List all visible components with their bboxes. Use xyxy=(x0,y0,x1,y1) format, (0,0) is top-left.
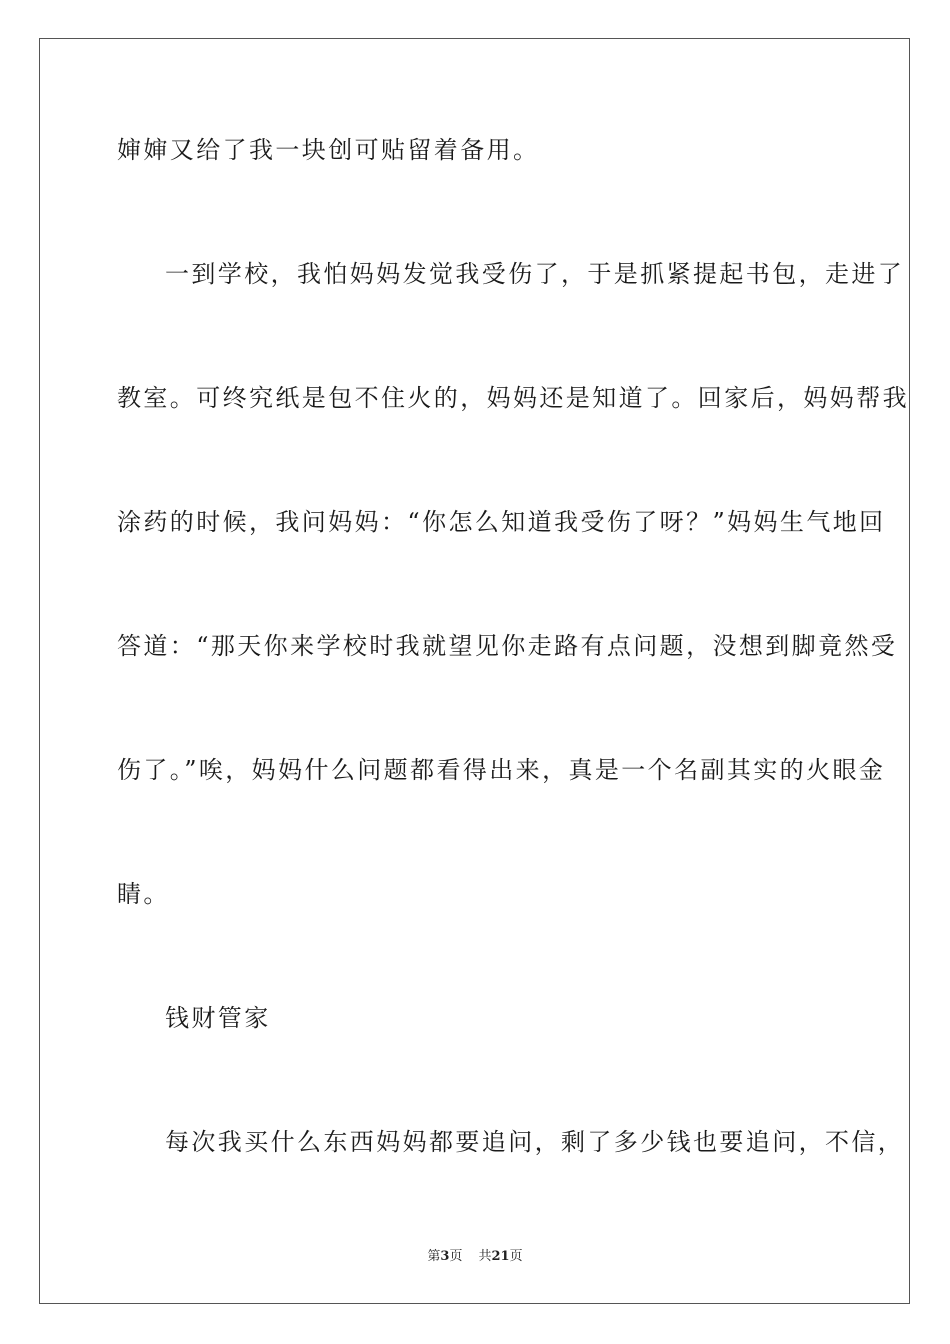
body-text-line: 伤了。”唉，妈妈什么问题都看得出来，真是一个名副其实的火眼金 xyxy=(117,756,886,784)
body-text-line: 婶婶又给了我一块创可贴留着备用。 xyxy=(117,136,540,164)
body-text-line: 教室。可终究纸是包不住火的，妈妈还是知道了。回家后，妈妈帮我 xyxy=(117,384,909,412)
body-text-line: 涂药的时候，我问妈妈：“你怎么知道我受伤了呀？”妈妈生气地回 xyxy=(117,508,886,536)
page-border xyxy=(39,38,910,1304)
body-text-line: 一到学校，我怕妈妈发觉我受伤了，于是抓紧提起书包，走进了 xyxy=(165,260,905,288)
page-suffix: 页 xyxy=(449,1249,463,1264)
section-heading: 钱财管家 xyxy=(165,1004,271,1032)
total-suffix: 页 xyxy=(509,1249,523,1264)
page-number: 3 xyxy=(440,1249,450,1264)
body-text-line: 每次我买什么东西妈妈都要追问，剩了多少钱也要追问，不信， xyxy=(165,1128,905,1156)
total-prefix: 共 xyxy=(478,1249,492,1264)
body-text-line: 睛。 xyxy=(117,880,170,908)
page-footer xyxy=(0,1248,950,1266)
total-pages: 21 xyxy=(491,1249,510,1264)
body-text-line: 答道：“那天你来学校时我就望见你走路有点问题，没想到脚竟然受 xyxy=(117,632,898,660)
page-prefix: 第 xyxy=(427,1249,441,1264)
